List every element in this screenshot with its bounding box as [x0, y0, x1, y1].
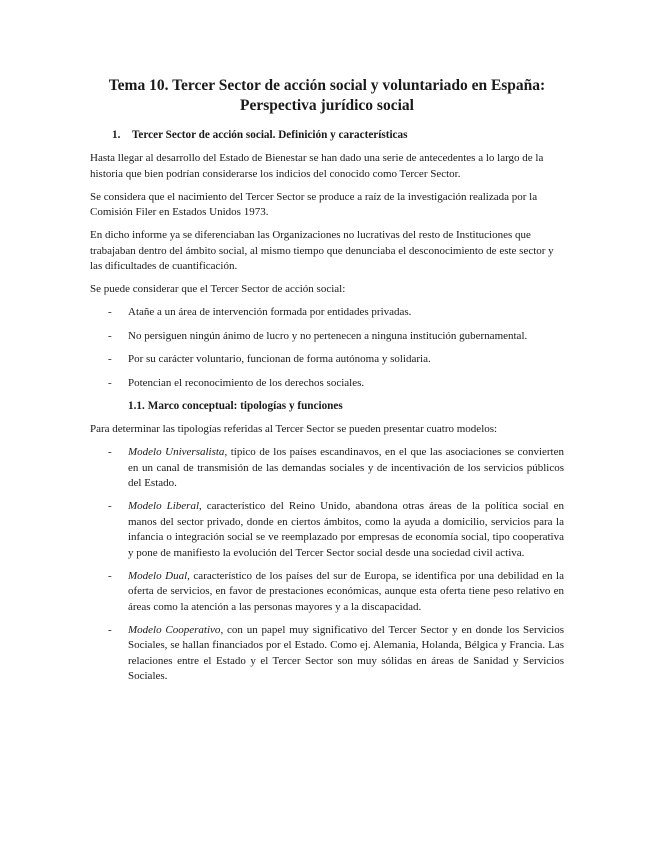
models-list — [90, 445, 564, 685]
model-text: , característico de los países del sur de Europa, se identifica por una debilidad en la oferta de servicios, en favor de prestaciones económicas, aunque esta oferta tiene peso relativo en áreas como la atención a las personas mayores y a la discapacidad. — [128, 569, 564, 613]
model-text: , característico del Reino Unido, abandona otras áreas de la política social en manos del sector privado, donde en ciertos ámbitos, como la ayuda a domicilio, servicios para la infancia o integración social se ve reemplazado por empresas de economía social, tipo cooperativa y pone de manifiesto la evolución del Tercer Sector social desde una sociedad civil activa. — [128, 500, 564, 559]
section-1-1-number: 1.1. — [128, 400, 145, 412]
model-text: , típico de los países escandinavos, en el que las asociaciones se convierten en un canal de transmisión de las demandas sociales y de incentivación de los servicios públicos del Estado. — [128, 446, 564, 489]
list-item-text: Por su carácter voluntario, funcionan de forma autónoma y solidaria. — [128, 353, 431, 365]
dash-bullet: - — [108, 500, 112, 512]
document-page — [90, 76, 564, 692]
section-1-heading — [112, 128, 564, 143]
list-item — [90, 569, 564, 616]
model-name: Modelo Dual — [128, 569, 188, 582]
model-name: Modelo Universalista — [128, 446, 225, 458]
model-name: Modelo Cooperativo — [128, 623, 221, 636]
dash-bullet: - — [108, 376, 112, 389]
list-item — [90, 352, 564, 368]
list-item — [90, 329, 564, 345]
model-text: , con un papel muy significativo del Tercer Sector y en donde los Servicios Sociales, se hallan financiados por el Estado. Como ej. Alemania, Holanda, Bélgica y Francia. Las relaciones entre el Estado y el Tercer Sector son muy sólidas en áreas de Sanidad y Servicios Sociales. — [128, 623, 564, 682]
characteristics-list — [90, 305, 564, 391]
model-name: Modelo Liberal — [128, 500, 200, 512]
list-item-text: No persiguen ningún ánimo de lucro y no pertenecen a ninguna institución gubernamental. — [128, 329, 528, 342]
list-item — [90, 305, 564, 321]
paragraph-4: Se puede considerar que el Tercer Sector de acción social: — [90, 283, 346, 295]
dash-bullet: - — [108, 306, 112, 318]
dash-bullet: - — [108, 623, 112, 636]
section-1-title: Tercer Sector de acción social. Definición y características — [132, 129, 408, 141]
title-line-1: Tema 10. Tercer Sector de acción social y voluntariado en España: — [108, 77, 546, 94]
list-item-text: Potencian el reconocimiento de los derechos sociales. — [128, 376, 365, 389]
list-item-text: Atañe a un área de intervención formada por entidades privadas. — [128, 306, 412, 318]
models-intro: Para determinar las tipologías referidas al Tercer Sector se pueden presentar cuatro modelos: — [90, 423, 498, 435]
list-item — [90, 376, 564, 392]
paragraph-3: En dicho informe ya se diferenciaban las Organizaciones no lucrativas del resto de Instituciones que trabajaban dentro del ámbito social, al mismo tiempo que denunciaba el desconocimiento de este sector y las dificultades de cuantificación. — [90, 229, 554, 272]
list-item — [90, 623, 564, 685]
dash-bullet: - — [108, 569, 112, 582]
dash-bullet: - — [108, 329, 112, 342]
section-1-number: 1. — [112, 129, 121, 141]
title-line-2: Perspectiva jurídico social — [240, 97, 414, 114]
list-item — [90, 499, 564, 561]
section-1-1-title: Marco conceptual: tipologías y funciones — [147, 400, 343, 412]
paragraph-1: Hasta llegar al desarrollo del Estado de Bienestar se han dado una serie de antecedentes a lo largo de la historia que bien podrían considerarse los indicios del conocido como Tercer Sector. — [90, 152, 544, 180]
section-1-1-heading — [128, 399, 564, 414]
document-title — [90, 76, 564, 116]
list-item — [90, 445, 564, 492]
dash-bullet: - — [108, 353, 112, 365]
dash-bullet: - — [108, 446, 112, 458]
paragraph-2: Se considera que el nacimiento del Tercer Sector se produce a raíz de la investigación realizada por la Comisión Filer en Estados Unidos 1973. — [90, 190, 538, 218]
